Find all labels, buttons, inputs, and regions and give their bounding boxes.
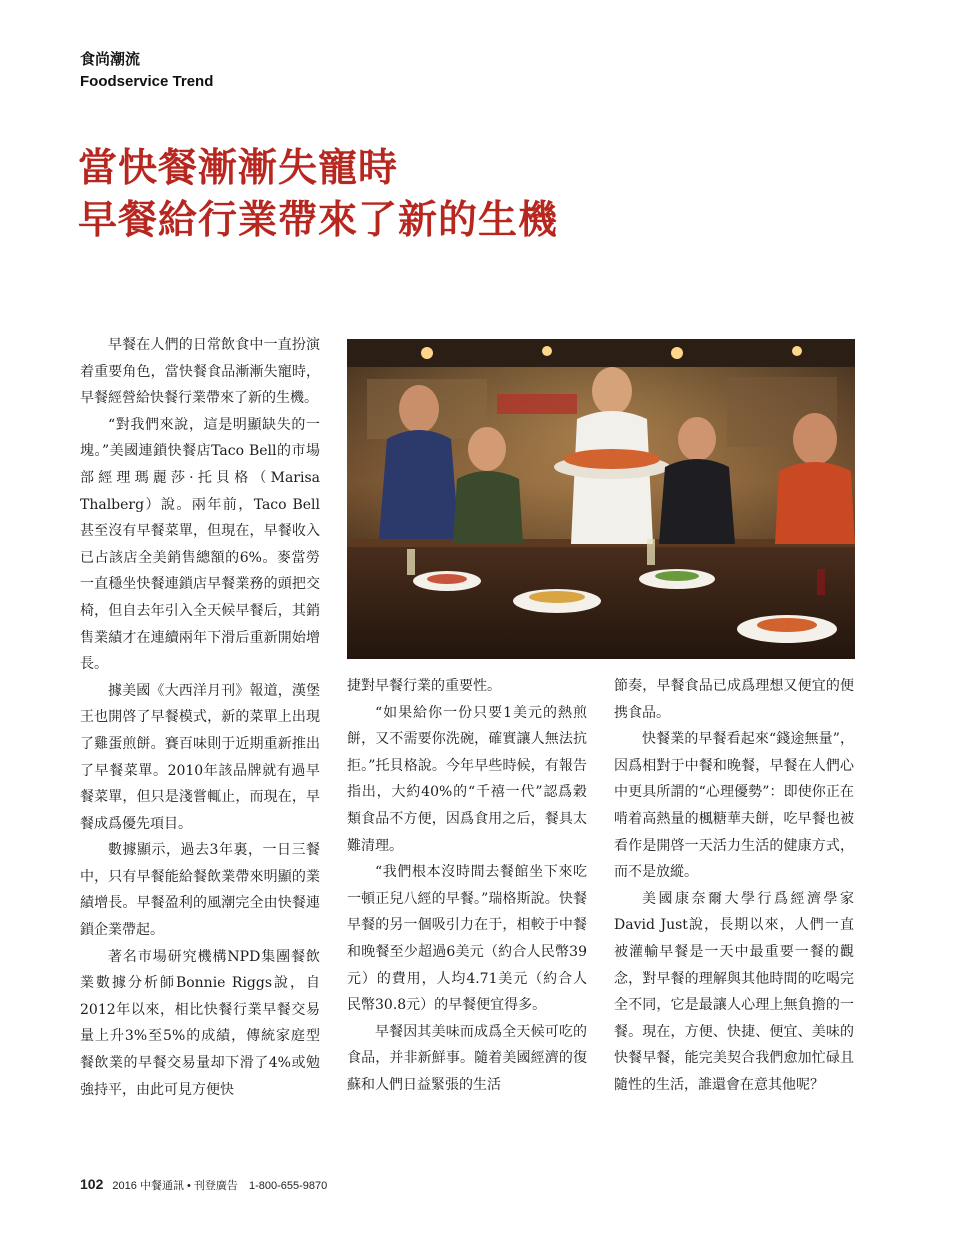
restaurant-photo xyxy=(347,339,855,659)
publication-title: 2016 中餐通訊 • 刊登廣告 xyxy=(112,1180,238,1192)
headline-line-2: 早餐給行業帶來了新的生機 xyxy=(78,197,559,243)
page-number: 102 xyxy=(80,1176,104,1192)
paragraph: 節奏，早餐食品已成爲理想又便宜的便携食品。 xyxy=(614,678,854,721)
paragraph: 著名市場研究機構NPD集團餐飲業數據分析師Bonnie Riggs說，自2012年以來，相比快餐行業早餐交易量上升3%至5%的成績，傳統家庭型餐飲業的早餐交易量却下滑了4%或勉強持平，由此可見方便快 xyxy=(80,948,320,1098)
paragraph: 快餐業的早餐看起來“錢途無量”，因爲相對于中餐和晚餐，早餐在人們心中更具所謂的“心理優勢”：即使你正在啃着高熱量的楓糖華夫餅，吃早餐也被看作是開啓一天活力生活的健康方式，而不是放縱。 xyxy=(614,731,854,881)
paragraph: 數據顯示，過去3年裏，一日三餐中，只有早餐能給餐飲業帶來明顯的業績增長。早餐盈利的風潮完全由快餐連鎖企業帶起。 xyxy=(80,842,320,939)
article-headline xyxy=(78,142,558,246)
paragraph: “我們根本沒時間去餐館坐下來吃一頓正兒八經的早餐。”瑞格斯說。快餐早餐的另一個吸引力在于，相較于中餐和晚餐至少超過6美元（約合人民幣39元）的費用，人均4.71美元（約合人民幣30.8元）的早餐便宜得多。 xyxy=(347,864,587,1014)
paragraph: 據美國《大西洋月刊》報道，漢堡王也開啓了早餐模式，新的菜單上出現了雞蛋煎餅。賽百味則于近期重新推出了早餐菜單。2010年該品牌就有過早餐菜單，但只是淺嘗輒止，而現在，早餐成爲優先項目。 xyxy=(80,682,320,832)
paragraph: “如果給你一份只要1美元的熱煎餅，又不需要你洗碗，確實讓人無法抗拒。”托貝格說。今年早些時候，有報告指出，大約40%的“千禧一代”認爲穀類食品不方便，因爲食用之后，餐具太難清理。 xyxy=(347,704,587,854)
article-column-2 xyxy=(347,673,587,1099)
headline-line-1: 當快餐漸漸失寵時 xyxy=(78,145,399,191)
paragraph: 早餐在人們的日常飲食中一直扮演着重要角色，當快餐食品漸漸失寵時，早餐經營給快餐行業帶來了新的生機。 xyxy=(80,337,320,407)
article-column-1 xyxy=(80,332,320,1103)
section-label-en: Foodservice Trend xyxy=(80,73,214,90)
section-label-cn: 食尚潮流 xyxy=(80,50,141,68)
restaurant-photo-illustration xyxy=(347,339,855,659)
paragraph: 美國康奈爾大學行爲經濟學家David Just說，長期以來，人們一直被灌輸早餐是一天中最重要一餐的觀念，對早餐的理解與其他時間的吃喝完全不同，它是最讓人心理上無負擔的一餐。現在，方便、快捷、便宜、美味的快餐早餐，能完美契合我們愈加忙碌且隨性的生活，誰還會在意其他呢？ xyxy=(614,890,854,1093)
paragraph: “對我們來說，這是明顯缺失的一塊。”美國連鎖快餐店Taco Bell的市場部經理瑪麗莎·托貝格（Marisa Thalberg）說。兩年前，Taco Bell甚至沒有早餐菜單，但現在，早餐收入已占該店全美銷售總額的6%。麥當勞一直穩坐快餐連鎖店早餐業務的頭把交椅，但自去年引入全天候早餐后，其銷售業績才在連續兩年下滑后重新開始增長。 xyxy=(80,416,320,673)
ad-phone-number: 1-800-655-9870 xyxy=(248,1180,328,1192)
paragraph: 捷對早餐行業的重要性。 xyxy=(347,678,501,694)
article-column-3 xyxy=(614,673,854,1099)
paragraph: 早餐因其美味而成爲全天候可吃的食品，并非新鮮事。隨着美國經濟的復蘇和人們日益緊張的生活 xyxy=(347,1023,587,1093)
page-footer xyxy=(80,1176,327,1193)
